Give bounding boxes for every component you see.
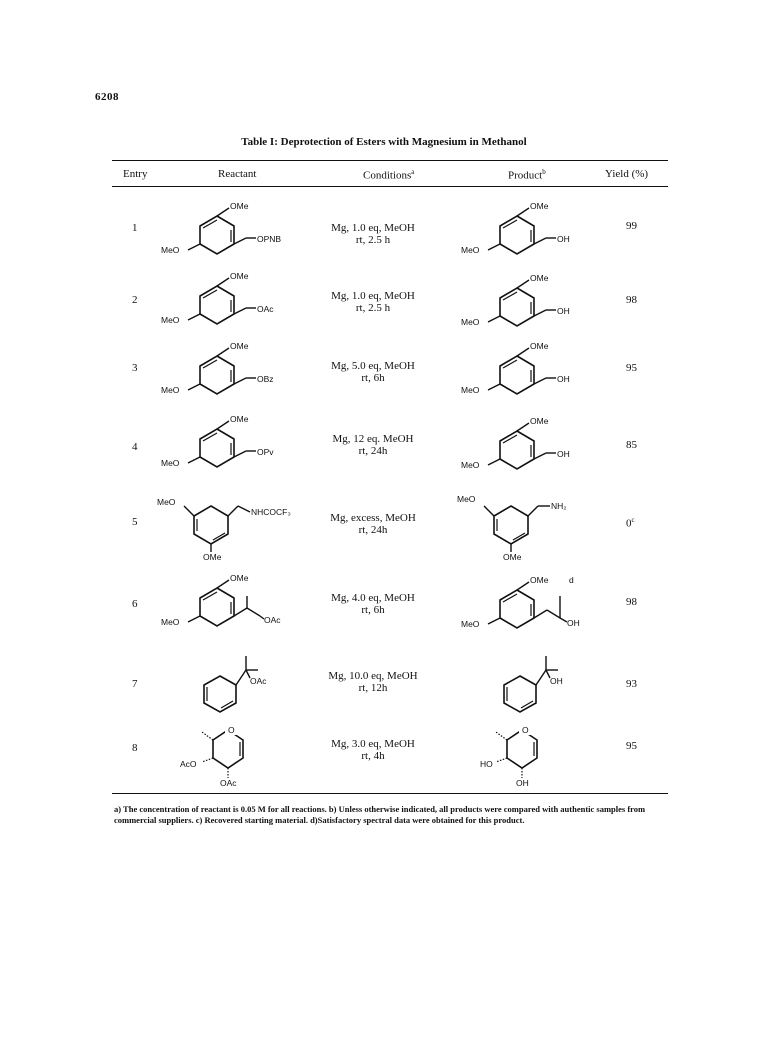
meo-label: MeO	[161, 245, 180, 255]
ome-label: OMe	[530, 575, 549, 585]
conditions	[308, 360, 438, 384]
reactant-group: OAc	[257, 304, 274, 314]
product-group: OH	[557, 449, 570, 459]
entry-number: 7	[132, 678, 138, 690]
ome-label: OMe	[203, 552, 222, 562]
table-row	[112, 270, 668, 350]
meo-label: MeO	[161, 458, 180, 468]
table-bottom-rule	[112, 793, 668, 794]
yield-value: 93	[626, 678, 637, 690]
conditions-reagent: Mg, excess, MeOH	[330, 512, 416, 524]
reactant-group: OPv	[257, 447, 274, 457]
meo-label: MeO	[457, 494, 476, 504]
conditions-reagent: Mg, 12 eq. MeOH	[332, 433, 414, 445]
yield-value: 95	[626, 362, 637, 374]
entry-number: 1	[132, 222, 138, 234]
table-row	[112, 200, 668, 280]
yield-value: 95	[626, 740, 637, 752]
conditions-reagent: Mg, 10.0 eq, MeOH	[328, 670, 418, 682]
header-bottom-rule	[112, 186, 668, 187]
meo-label: MeO	[461, 317, 480, 327]
conditions	[308, 512, 438, 536]
table-row	[112, 340, 668, 420]
product-group: OH	[567, 618, 580, 628]
table-row	[112, 718, 668, 793]
product-structure	[457, 272, 587, 337]
conditions-time: rt, 2.5 h	[355, 234, 391, 246]
meo-label: MeO	[161, 315, 180, 325]
header-entry: Entry	[123, 168, 148, 180]
entry-number: 6	[132, 598, 138, 610]
ome-label: OMe	[230, 201, 249, 211]
entry-number: 5	[132, 516, 138, 528]
reactant-group: AcO	[180, 759, 197, 769]
meo-label: MeO	[161, 617, 180, 627]
product-group: NH₂	[551, 501, 567, 511]
reactant-structure	[157, 572, 297, 637]
reactant-structure	[180, 718, 290, 793]
conditions	[308, 222, 438, 246]
yield-value	[626, 516, 635, 530]
header-reactant: Reactant	[218, 168, 257, 180]
reactant-structure	[157, 492, 317, 567]
conditions-reagent: Mg, 1.0 eq, MeOH	[331, 290, 415, 302]
yield-number: 0	[626, 517, 632, 530]
header-conditions-note: a	[411, 168, 415, 176]
ome-label: OMe	[530, 341, 549, 351]
reactant-group: OAc	[250, 676, 267, 686]
product-note: d	[569, 575, 574, 585]
conditions	[308, 290, 438, 314]
yield-note: c	[631, 516, 635, 524]
conditions	[308, 433, 438, 457]
ome-label: OMe	[530, 201, 549, 211]
product-structure	[457, 415, 587, 480]
reactant-group: OPNB	[257, 234, 282, 244]
meo-label: MeO	[157, 497, 176, 507]
meo-label: MeO	[461, 619, 480, 629]
entry-number: 3	[132, 362, 138, 374]
yield-value: 85	[626, 439, 637, 451]
header-conditions-label: Conditions	[363, 169, 412, 182]
conditions-time: rt, 4h	[361, 750, 385, 762]
conditions-time: rt, 2.5 h	[355, 302, 391, 314]
conditions-time: rt, 24h	[358, 524, 388, 536]
reactant-structure	[157, 340, 287, 405]
ome-label: OMe	[230, 573, 249, 583]
reactant-structure	[157, 200, 287, 265]
conditions-reagent: Mg, 4.0 eq, MeOH	[331, 592, 415, 604]
reactant-group: OBz	[257, 374, 274, 384]
entry-number: 2	[132, 294, 138, 306]
conditions-time: rt, 6h	[361, 372, 385, 384]
product-structure	[457, 200, 587, 265]
product-structure	[457, 340, 587, 405]
product-structure	[492, 650, 592, 720]
meo-label: MeO	[461, 385, 480, 395]
header-product	[508, 168, 546, 182]
meo-label: MeO	[161, 385, 180, 395]
table-footnote: a) The concentration of reactant is 0.05 M for all reactions. b) Unless otherwise indicated, all products were compared with authentic samples from commercial suppliers. c) Recovered starting material. d)Satisfactory spectral data were obtained for this product.	[114, 804, 646, 825]
conditions	[308, 738, 438, 762]
table-row	[112, 572, 668, 652]
entry-number: 8	[132, 742, 138, 754]
ring-oxygen-label: O	[228, 725, 235, 735]
table-row	[112, 413, 668, 493]
header-product-note: b	[542, 168, 546, 176]
ome-label: OMe	[230, 341, 249, 351]
product-structure	[474, 718, 584, 793]
reactant-group: NHCOCF₃	[251, 507, 291, 517]
ome-label: OMe	[503, 552, 522, 562]
header-yield: Yield (%)	[605, 168, 649, 180]
conditions-reagent: Mg, 3.0 eq, MeOH	[331, 738, 415, 750]
ring-oxygen-label: O	[522, 725, 529, 735]
product-group: OH	[557, 374, 570, 384]
ome-label: OMe	[230, 414, 249, 424]
ome-label: OMe	[530, 416, 549, 426]
header-conditions	[363, 168, 414, 182]
product-group: HO	[480, 759, 493, 769]
table-caption: Table I: Deprotection of Esters with Magnesium in Methanol	[241, 136, 527, 148]
reactant-group-2: OAc	[220, 778, 237, 788]
product-group: OH	[557, 306, 570, 316]
conditions	[308, 592, 438, 616]
header-product-label: Product	[508, 169, 543, 182]
product-structure	[457, 492, 587, 567]
meo-label: MeO	[461, 460, 480, 470]
ome-label: OMe	[230, 271, 249, 281]
conditions-time: rt, 24h	[358, 445, 388, 457]
reactant-group: OAc	[264, 615, 281, 625]
reactant-structure	[157, 270, 287, 335]
product-group-2: OH	[516, 778, 529, 788]
product-structure	[457, 574, 597, 639]
table-row	[112, 490, 668, 570]
ome-label: OMe	[530, 273, 549, 283]
page-number: 6208	[95, 91, 119, 103]
conditions-time: rt, 6h	[361, 604, 385, 616]
yield-value: 98	[626, 294, 637, 306]
meo-label: MeO	[461, 245, 480, 255]
conditions-reagent: Mg, 5.0 eq, MeOH	[331, 360, 415, 372]
conditions	[308, 670, 438, 694]
product-group: OH	[550, 676, 563, 686]
yield-value: 99	[626, 220, 637, 232]
table-top-rule	[112, 160, 668, 161]
conditions-reagent: Mg, 1.0 eq, MeOH	[331, 222, 415, 234]
product-group: OH	[557, 234, 570, 244]
reactant-structure	[157, 413, 287, 478]
conditions-time: rt, 12h	[358, 682, 388, 694]
reactant-structure	[192, 650, 292, 720]
entry-number: 4	[132, 441, 138, 453]
yield-value: 98	[626, 596, 637, 608]
